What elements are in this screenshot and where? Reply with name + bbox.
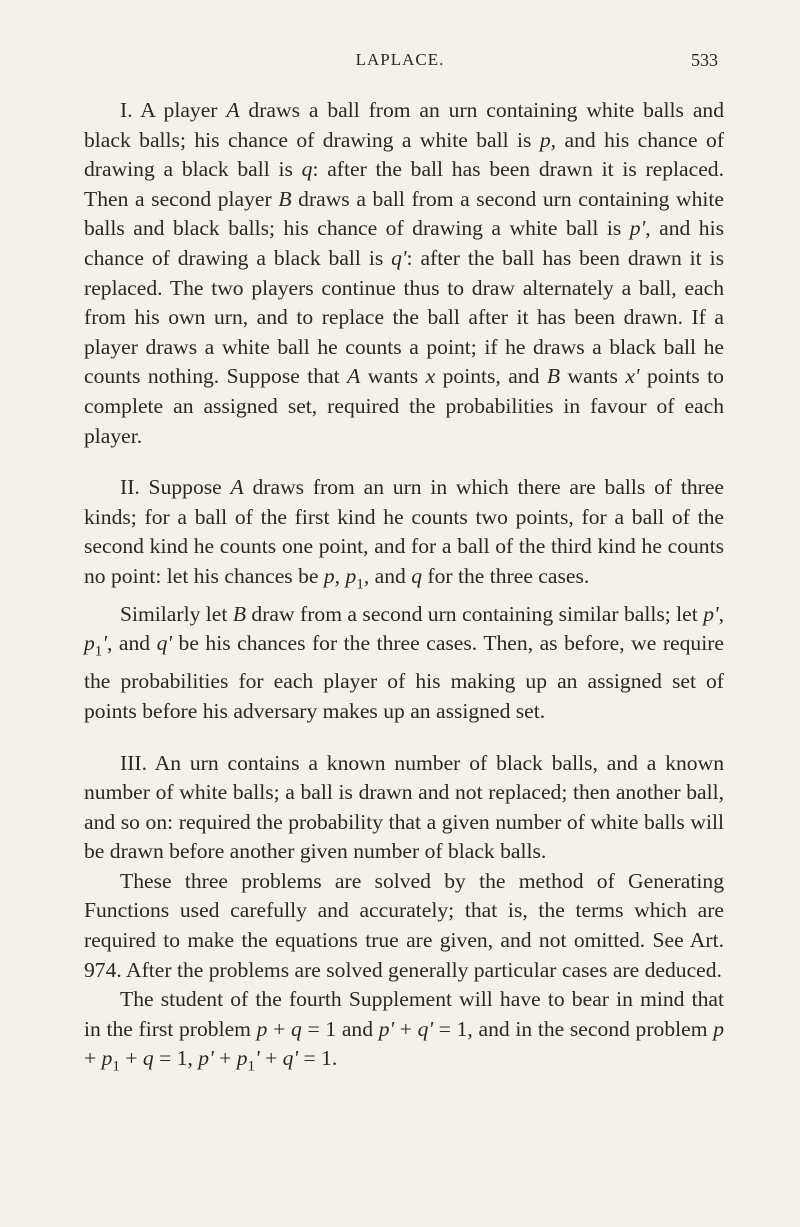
text-run: for the three cases. bbox=[422, 563, 590, 588]
math-symbol: q' bbox=[417, 1016, 434, 1041]
math-symbol: q bbox=[411, 563, 422, 588]
text-run: : after the ball has been drawn it is replaced. The two players continue thus to draw alternately a ball, each from his own urn, and to replace the ball after it has been drawn. If a player draws a white ball he counts a point; if he draws a black ball he counts nothing. Suppose that bbox=[84, 245, 724, 389]
subscript: 1 bbox=[112, 1058, 120, 1075]
page-header bbox=[0, 50, 800, 80]
text-run: + bbox=[84, 1046, 102, 1071]
math-symbol: p bbox=[345, 563, 357, 588]
math-symbol: q bbox=[291, 1016, 302, 1041]
text-run: The student of the fourth Supplement will have to bear in mind that in the first problem bbox=[84, 987, 724, 1041]
text-run: = 1, bbox=[153, 1046, 199, 1071]
text-run: : after the ball has been drawn it is replaced. Then a second player bbox=[84, 157, 725, 211]
math-symbol: p' bbox=[378, 1016, 395, 1041]
text-run: = 1. bbox=[298, 1046, 338, 1071]
subscript: 1 bbox=[94, 643, 103, 660]
text-run: draws a ball from a second urn containing white balls and black balls; his chance of drawing a white ball is bbox=[84, 186, 724, 241]
text-run: , bbox=[334, 563, 346, 588]
text-run: , and his chance of drawing a black ball is bbox=[84, 127, 725, 182]
math-symbol: ' bbox=[102, 631, 107, 656]
text-run: I. A player bbox=[120, 98, 227, 122]
text-run: , and bbox=[106, 631, 157, 656]
math-symbol: p bbox=[256, 1016, 268, 1041]
math-symbol: B bbox=[232, 601, 247, 626]
page-number: 533 bbox=[691, 50, 718, 70]
text-run: draws from an urn in which there are balls of three kinds; for a ball of the first kind he counts two points, for a ball of the second kind he counts one point, and for a ball of the third kind he counts no point: let his chances be bbox=[84, 475, 725, 588]
text-run: = 1 and bbox=[301, 1016, 379, 1041]
math-symbol: q' bbox=[391, 245, 407, 270]
paragraph-method-note bbox=[84, 867, 724, 985]
text-run: Similarly let bbox=[120, 601, 233, 626]
paragraph-supplement-note bbox=[84, 985, 724, 1082]
subscript: 1 bbox=[247, 1058, 256, 1075]
text-run: , and bbox=[363, 563, 412, 588]
math-symbol: q' bbox=[282, 1046, 299, 1071]
math-symbol: q' bbox=[156, 631, 173, 656]
math-symbol: q bbox=[142, 1046, 154, 1071]
text-run: draws a ball from an urn containing white balls and black balls; his chance of drawing a white ball is bbox=[84, 98, 724, 152]
text-run: points to complete an assigned set, required the probabilities in favour of each player. bbox=[84, 364, 724, 448]
text-run: + bbox=[267, 1016, 291, 1041]
text-run: + bbox=[213, 1046, 237, 1071]
math-symbol: x' bbox=[625, 364, 640, 389]
text-run: + bbox=[119, 1046, 143, 1071]
math-symbol: p bbox=[539, 127, 551, 152]
paragraph-problem-1 bbox=[84, 96, 724, 451]
paragraph-problem-3 bbox=[84, 749, 724, 867]
subscript: 1 bbox=[356, 576, 364, 593]
text-run: be his chances for the three cases. Then, as before, we require the probabilities for each player of his making up an assigned set of points before his adversary makes up an assigned set. bbox=[84, 631, 724, 723]
text-run: , and his chance of drawing a black ball is bbox=[84, 216, 724, 270]
math-symbol: B bbox=[546, 364, 561, 389]
text-run: , bbox=[718, 601, 725, 626]
running-head: LAPLACE. bbox=[355, 50, 445, 69]
math-symbol: p' bbox=[198, 1046, 214, 1071]
body-text bbox=[84, 96, 724, 1082]
text-run: + bbox=[394, 1016, 418, 1041]
text-run: wants bbox=[360, 364, 426, 389]
text-run: draw from a second urn containing similar balls; let bbox=[246, 601, 704, 626]
math-symbol: A bbox=[226, 98, 240, 122]
paragraph-problem-2-continued bbox=[84, 600, 724, 727]
math-symbol: B bbox=[278, 186, 292, 211]
text-run: = 1, and in the second problem bbox=[433, 1016, 714, 1041]
text-run: wants bbox=[560, 364, 626, 389]
math-symbol: p bbox=[713, 1016, 724, 1041]
math-symbol: q bbox=[301, 157, 313, 182]
paragraph-problem-2 bbox=[84, 473, 724, 600]
math-symbol: p bbox=[101, 1046, 113, 1071]
text-run: III. An urn contains a known number of black balls, and a known number of white balls; a ball is drawn and not replaced; then another ball, and so on: required the probability that a given number of white balls will be drawn before another given number of black balls. bbox=[84, 750, 724, 864]
math-symbol: A bbox=[347, 364, 361, 389]
math-symbol: x bbox=[425, 364, 436, 389]
text-run: + bbox=[259, 1046, 283, 1071]
text-run: II. Suppose bbox=[120, 475, 231, 500]
math-symbol: p bbox=[236, 1046, 248, 1071]
math-symbol: p' bbox=[703, 601, 719, 626]
text-run: These three problems are solved by the method of Generating Functions used carefully and accurately; that is, the terms which are required to make the equations true are given, and not omitted. See Art. 974. After the problems are solved generally particular cases are deduced. bbox=[84, 868, 724, 982]
math-symbol: p' bbox=[629, 216, 646, 241]
math-symbol: ' bbox=[255, 1046, 260, 1071]
text-run: points, and bbox=[435, 364, 547, 389]
math-symbol: p bbox=[323, 563, 335, 588]
math-symbol: p bbox=[84, 631, 95, 656]
math-symbol: A bbox=[230, 475, 244, 500]
